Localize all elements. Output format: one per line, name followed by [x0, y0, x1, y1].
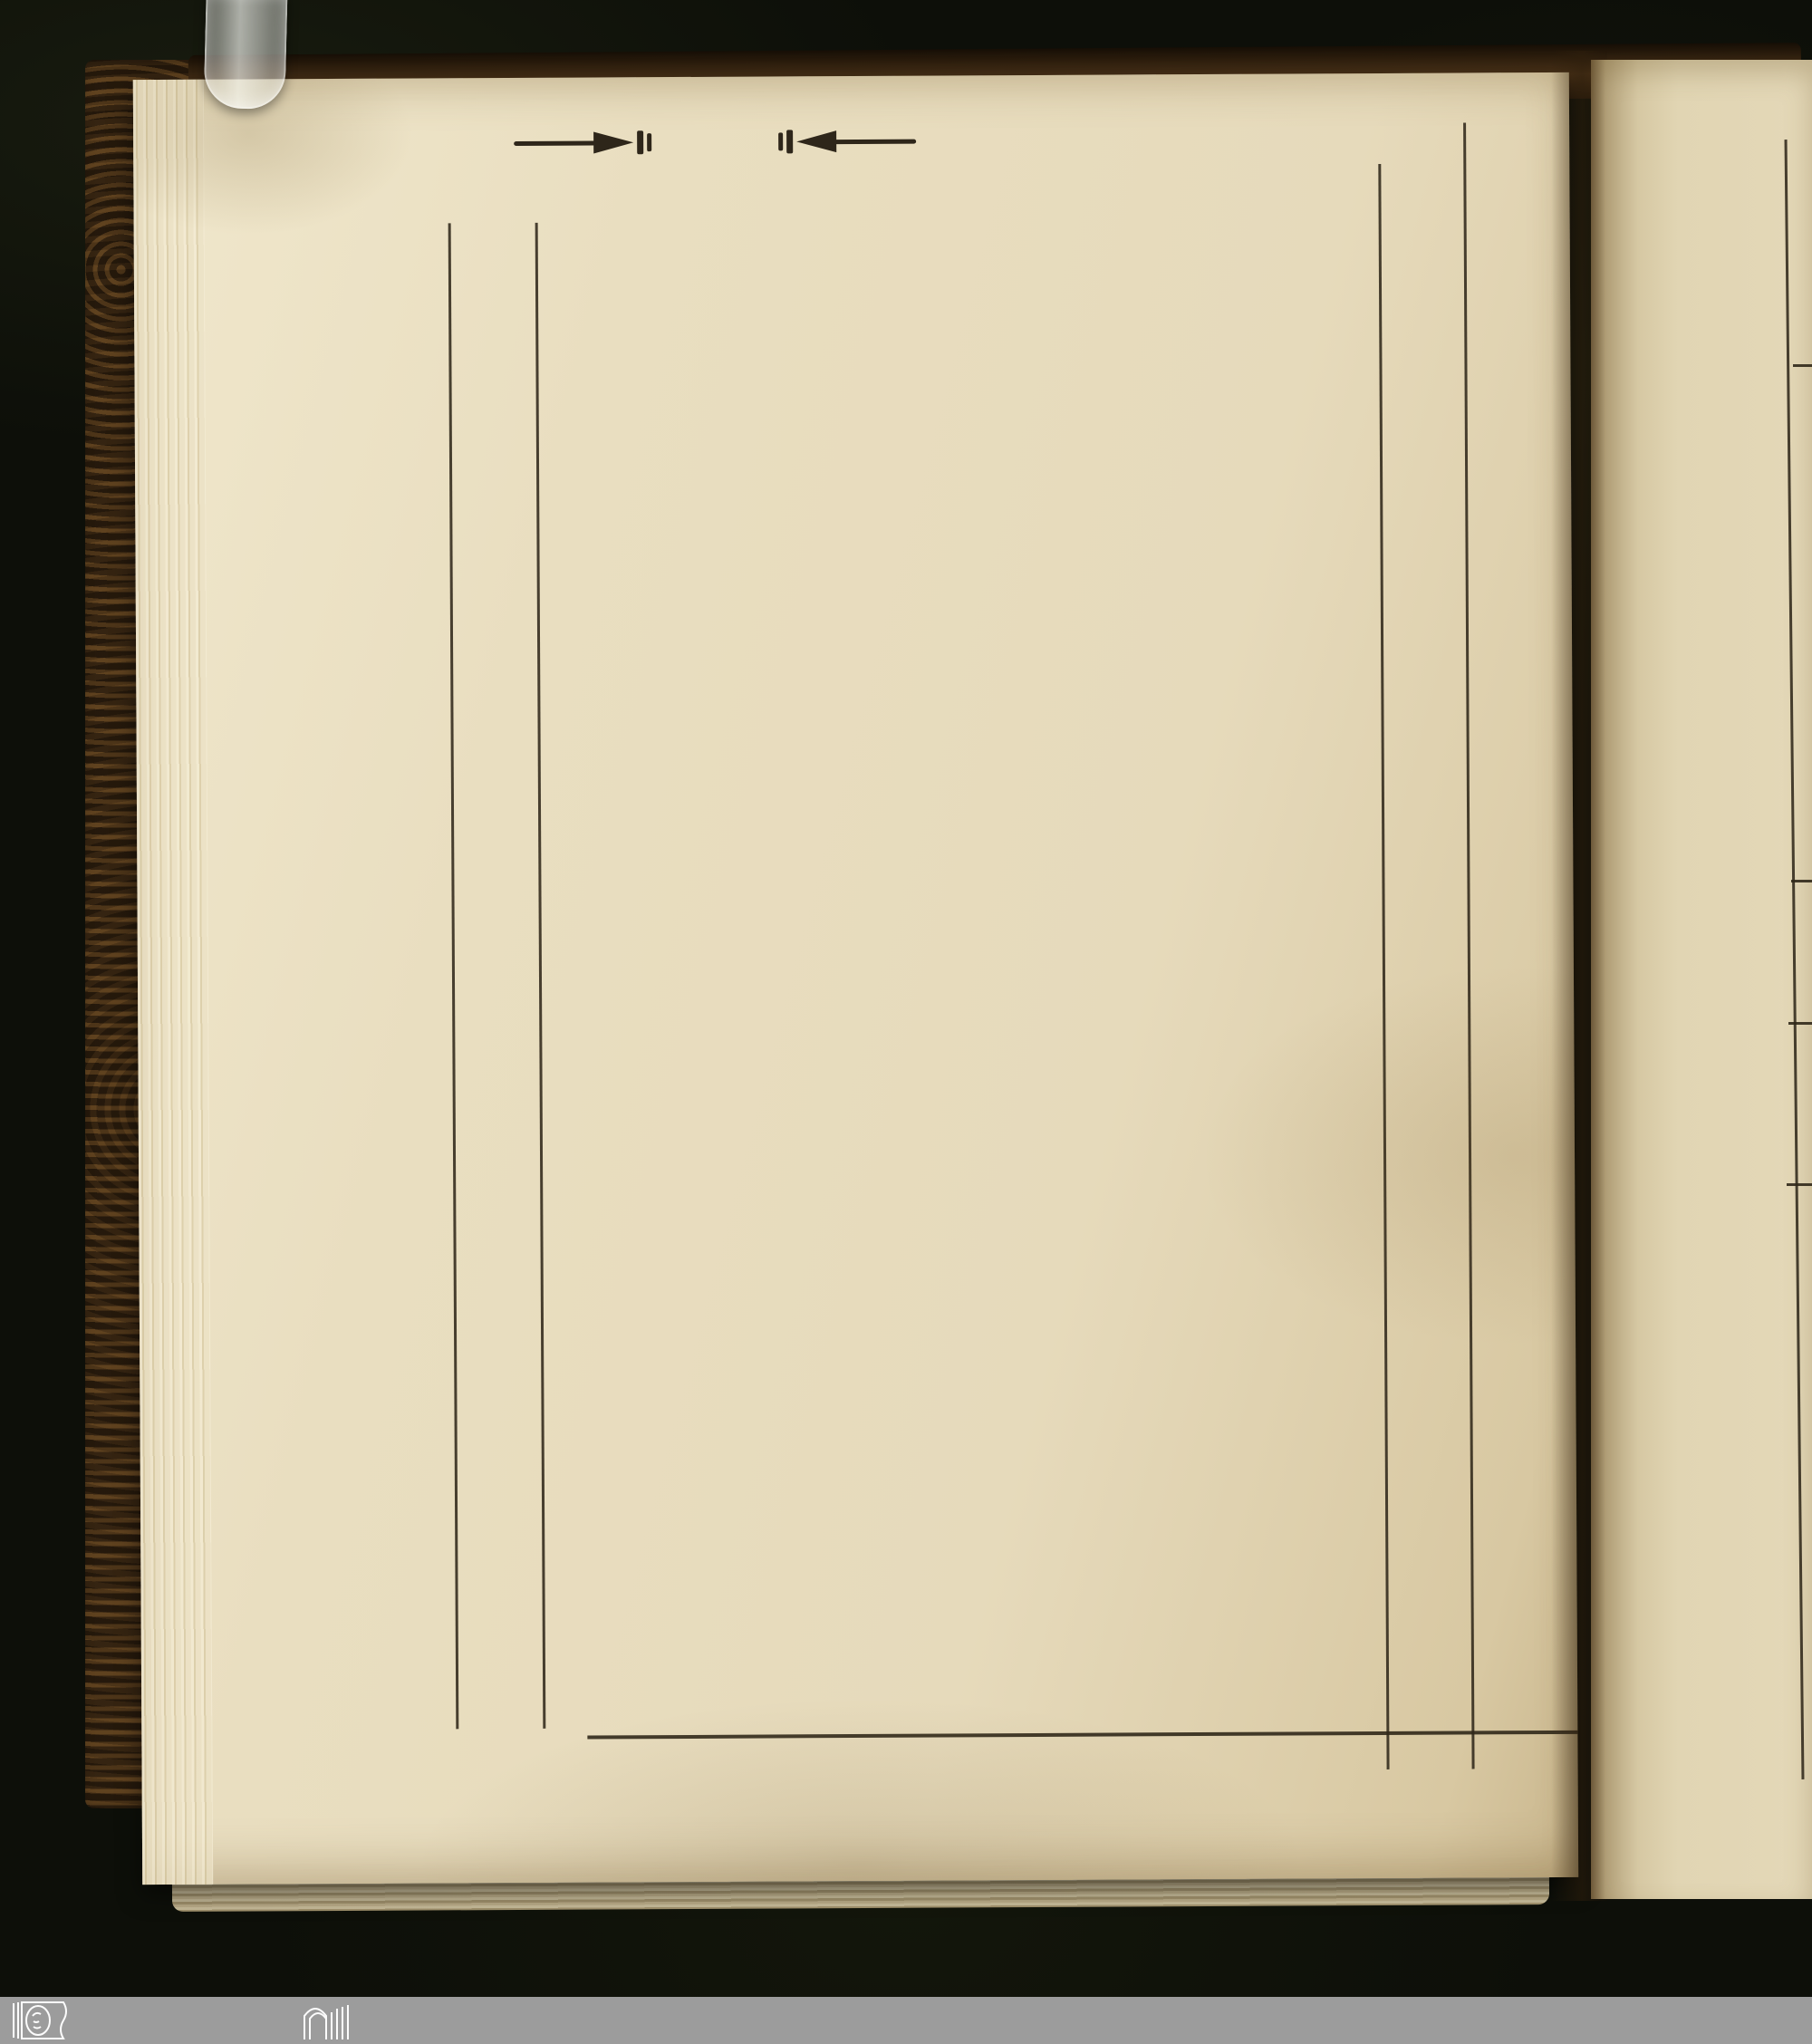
rule-month-day — [448, 223, 459, 1729]
rule-text-fl — [1378, 164, 1389, 1769]
next-page-tick — [1787, 1183, 1812, 1186]
library-footer-bar — [0, 1997, 1812, 2044]
ledger-page — [133, 72, 1578, 1885]
next-page-sliver — [1591, 60, 1812, 1899]
karmeliterkloster-arch-icon — [299, 2000, 352, 2041]
latus-rule — [587, 1731, 1577, 1740]
rule-fl-kr — [1463, 122, 1475, 1769]
next-page-tick — [1793, 364, 1812, 367]
ub-logo — [11, 1997, 92, 2044]
next-page-tick — [1791, 880, 1812, 882]
transport-label — [678, 245, 841, 278]
book-holder-clip — [203, 0, 287, 110]
ub-goethe-icon — [11, 2000, 76, 2041]
next-page-tick — [1788, 1022, 1812, 1025]
latus-label — [1120, 1739, 1373, 1740]
rule-day-text — [535, 223, 546, 1729]
institute-logo — [299, 1997, 361, 2044]
next-page-rule — [1785, 140, 1805, 1779]
